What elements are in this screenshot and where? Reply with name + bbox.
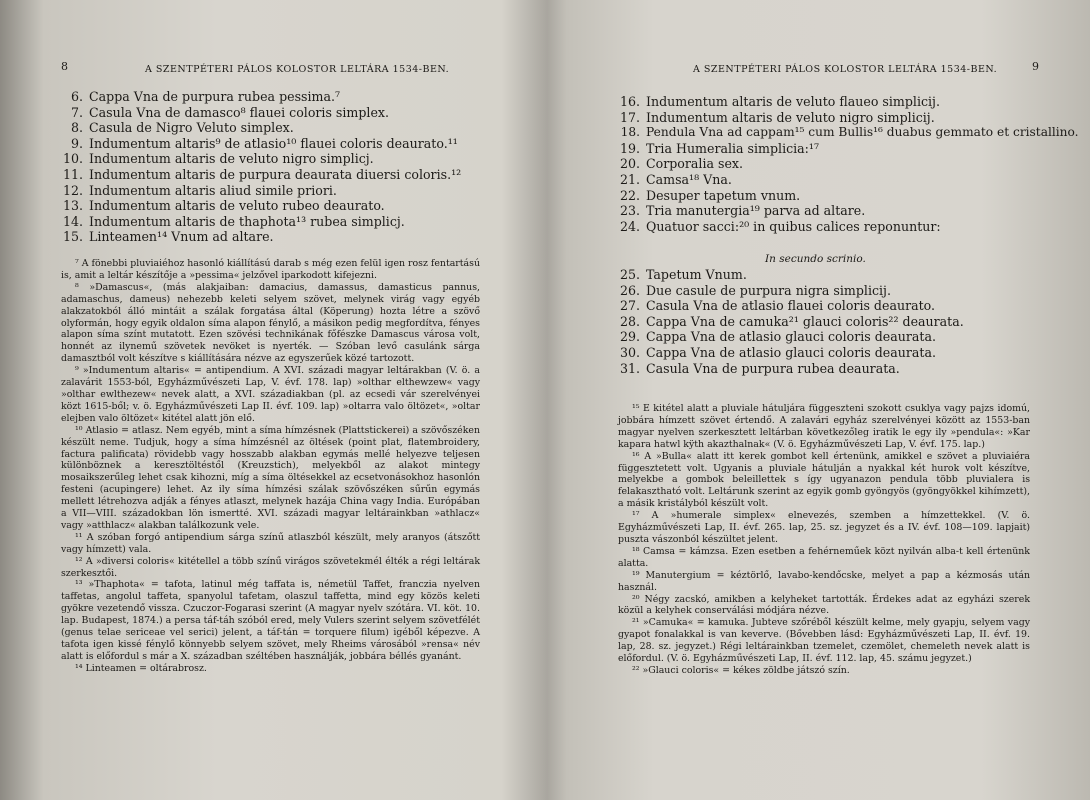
footnote: ²² »Glauci coloris« = kékes zöldbe játszó szín. — [632, 664, 850, 676]
section-subheading: In secundo scrinio. — [765, 253, 866, 265]
footnote: ¹¹ A szóban forgó antipendium sárga színű atlaszból készült, mely aranyos (átszőtt vagy hímzett) vala. — [61, 531, 480, 555]
footnote: ¹⁹ Manutergium = kéztörlő, lavabo-kendőcske, melyet a pap a kézmosás után használ. — [618, 569, 1030, 593]
footnote: ¹⁸ Camsa = kámzsa. Ezen esetben a fehérneműek közt nyilván alba-t kell értenünk alatta. — [618, 545, 1030, 569]
footnote: ¹⁷ A »humerale simplex« elnevezés, szemben a hímzettekkel. (V. ö. Egyházművészeti Lap, II. évf. 265. lap, 25. sz. jegyzet és a IV. évf. 108—109. lapjait) puszta vászonból készültet jelent. — [618, 510, 1030, 545]
right-footnotes — [618, 403, 1030, 677]
footnote: ⁸ »Damascus«, (más alakjaiban: damacius, damassus, damasticus pannus, adamaschus, dameus) nehezebb keleti selyem szövet, melynek virág vagy egyéb alakzatokból álló mintáit a szálak forgatása által (Köperung) hozta létre a szövő olyformán, hogy egyik oldalon síma alapon fénylő, a másikon pedig megfordítva, fényes alapon síma színt mutatott. Ezen szövési technikának főfészke Damascus városa volt, honnét az ilynemű szövetek nevöket is nyerték. — Szóban levő casulánk sárga damasztból volt készítve s kiállítására nézve az egyszerűek közé tartozott. — [61, 281, 480, 365]
list-item: 31. Casula Vna de purpura rubea deaurata. — [619, 360, 900, 376]
list-item: 16. Indumentum altaris de veluto flaueo simplicij. — [619, 94, 940, 109]
list-item: 12. Indumentum altaris aliud simile priori. — [62, 182, 337, 198]
left-running-head: A SZENTPÉTERI PÁLOS KOLOSTOR LELTÁRA 1534-BEN. — [145, 64, 450, 75]
list-item: 6. Cappa Vna de purpura rubea pessima.⁷ — [70, 89, 341, 104]
left-item-list — [61, 89, 461, 245]
list-item: 15. Linteamen¹⁴ Vnum ad altare. — [62, 229, 274, 245]
list-item: 20. Corporalia sex. — [619, 156, 743, 172]
list-item: 22. Desuper tapetum vnum. — [619, 187, 801, 203]
list-item: 26. Due casule de purpura nigra simplicij. — [619, 282, 891, 298]
footnote: ¹⁰ Atlasio = atlasz. Nem egyéb, mint a síma hímzésnek (Plattstickerei) a szövőszéken készült neme. Tudjuk, hogy a síma hímzésnél az öltések (point plat, flatembroidery, factura palificata) rövidebb vagy hosszabb alakban egymás mellé helyezve teljesen különböznek a keresztöltéstől (Kreuzstich), melyekből az alakot mintegy mosaikszerűleg lehet csak kihozni, míg a síma öltésekkel az ecsetvonásokhoz hasonlón festeni (acupingere) lehet. Az ily síma hímzési szálak szövőszéken sűrűn egymás mellett létrehozva adják a fényes atlaszt, melynek hazája China vagy India. Európában a VII—VIII. századokban lön ismertté. XVI. századi magyar leltárainkban »athlacz« vagy »atthlacz« alakban találkozunk vele. — [61, 424, 480, 531]
list-item: 9. Indumentum altaris⁹ de atlasio¹⁰ flauei coloris deaurato.¹¹ — [70, 135, 458, 151]
footnote: ¹⁵ E kitétel alatt a pluviale hátuljára függeszteni szokott csuklya vagy pajzs idomú, jobbára hímzett szövet értendő. A zalavári egyház szerelvényei között az 1553-ban magyar nyelven szerkesztett leltárban következőleg iratik le egy ily »pendula«: »Kar kapara hatwl kÿth akazthalnak« (V. ö. Egyházművészeti Lap, V. évf. 175. lap.) — [618, 403, 1030, 450]
list-item: 23. Tria manutergia¹⁹ parva ad altare. — [619, 203, 866, 219]
list-item: 8. Casula de Nigro Veluto simplex. — [70, 120, 294, 136]
right-item-list-2 — [618, 267, 964, 376]
right-running-head: A SZENTPÉTERI PÁLOS KOLOSTOR LELTÁRA 1534-BEN. — [693, 64, 998, 75]
left-footnotes — [61, 258, 480, 675]
list-item: 21. Camsa¹⁸ Vna. — [619, 171, 732, 187]
footnote: ²¹ »Camuka« = kamuka. Jubteve szőréből készült kelme, mely gyapju, selyem vagy gyapot fonalakkal is van keverve. (Bővebben lásd: Egyházművészeti Lap, II. évf. 19. lap, 28. sz. jegyzet.) Régi leltárainkban tzemelet, czemölet, chemeleth nevek alatt is előfordul. (V. ö. Egyházművészeti Lap, II. évf. 112. lap, 45. számu jegyzet.) — [618, 617, 1030, 665]
right-item-list — [618, 94, 1079, 234]
list-item: 29. Cappa Vna de atlasio glauci coloris deaurata. — [619, 329, 936, 345]
right-page — [545, 0, 1090, 800]
footnote: ⁹ »Indumentum altaris« = antipendium. A XVI. századi magyar leltárakban (V. ö. a zalavárit 1553-ból, Egyházművészeti Lap, V. évf. 178. lap) »olthar elthewzew« vagy »olthar ewlthezew« nevek alatt, a XVI. századiakban (pl. az ecsedi vár szerelvényei közt 1615-ből; v. ö. Egyházművészeti Lap II. évf. 109. lap) »oltarra valo öltözet«, »oltar elejben valo öltözet« kitétel alatt jön elő. — [61, 365, 480, 424]
list-item: 27. Casula Vna de atlasio flauei coloris deaurato. — [619, 298, 936, 314]
list-item: 25. Tapetum Vnum. — [619, 267, 747, 282]
list-item: 7. Casula Vna de damasco⁸ flauei coloris simplex. — [70, 104, 390, 120]
list-item: 30. Cappa Vna de atlasio glauci coloris deaurata. — [619, 344, 936, 360]
footnote: ¹⁴ Linteamen = oltárabrosz. — [75, 662, 207, 674]
list-item: 13. Indumentum altaris de veluto rubeo deaurato. — [62, 198, 385, 214]
list-item: 24. Quatuor sacci:²⁰ in quibus calices reponuntur: — [619, 218, 941, 234]
list-item: 18. Pendula Vna ad cappam¹⁵ cum Bullis¹⁶ duabus gemmato et cristallino. — [620, 125, 1079, 140]
footnote: ¹⁶ A »Bulla« alatt itt kerek gombot kell értenünk, amikkel e szövet a pluviaiéra függesztetett volt. Ugyanis a pluviale hátulján a nyakkal két hurok volt készítve, melyekbe a gombok beleillettek s így ugyanazon pendula több pluvialera is felakasztható volt. Leltárunk szerint az egyik gomb gyöngyös (gyöngyökkel kihímzett), a másik kristályból készült volt. — [618, 450, 1030, 510]
left-page-number: 8 — [61, 60, 68, 73]
right-page-number: 9 — [1032, 60, 1039, 73]
list-item: 19. Tria Humeralia simplicia:¹⁷ — [619, 140, 820, 156]
list-item: 10. Indumentum altaris de veluto nigro simplicj. — [62, 151, 374, 167]
footnote: ²⁰ Négy zacskó, amikben a kelyheket tartották. Érdekes adat az egyházi szerek közül a kelyhek conserválási módjára nézve. — [618, 593, 1030, 617]
footnote: ¹² A »diversi coloris« kitétellel a több színű virágos szövetekmél élték a régi leltárak szerkesztői. — [61, 555, 480, 579]
list-item: 11. Indumentum altaris de purpura deaurata diuersi coloris.¹² — [62, 166, 462, 182]
list-item: 28. Cappa Vna de camuka²¹ glauci coloris²² deaurata. — [619, 313, 964, 329]
footnote: ⁷ A fönebbi pluviaiéhoz hasonló kiállítású darab s még ezen felül igen rosz fentartású is, amit a leltár készítője a »pessima« jelzővel iparkodott kifejezni. — [61, 258, 480, 281]
list-item: 17. Indumentum altaris de veluto nigro simplicij. — [619, 109, 935, 125]
footnote: ¹³ »Thaphota« = tafota, latinul még taffata is, németül Taffet, franczia nyelven taffetas, angolul taffeta, spanyolul tafetam, olaszul taffetta, mind egy közös keleti gyökre vezetendő vissza. Czuczor-Fogarasi szerint (A magyar nyelv szótára. VI. köt. 10. lap. Budapest, 1874.) a persa táf-táh szóból ered, mely Vulers szerint selyem szövetfélét (genus telae sericeae vel serici) jelent, a táf-tán = torquere filum) igéből képezve. A tafota igen kissé fénylő könnyebb selyem szövet, mely Rheims városából »rensa« név alatt is előfordul s már a X. században széltében használják, jobbára béllés gyanánt. — [61, 579, 480, 662]
list-item: 14. Indumentum altaris de thaphota¹³ rubea simplicj. — [62, 213, 405, 229]
